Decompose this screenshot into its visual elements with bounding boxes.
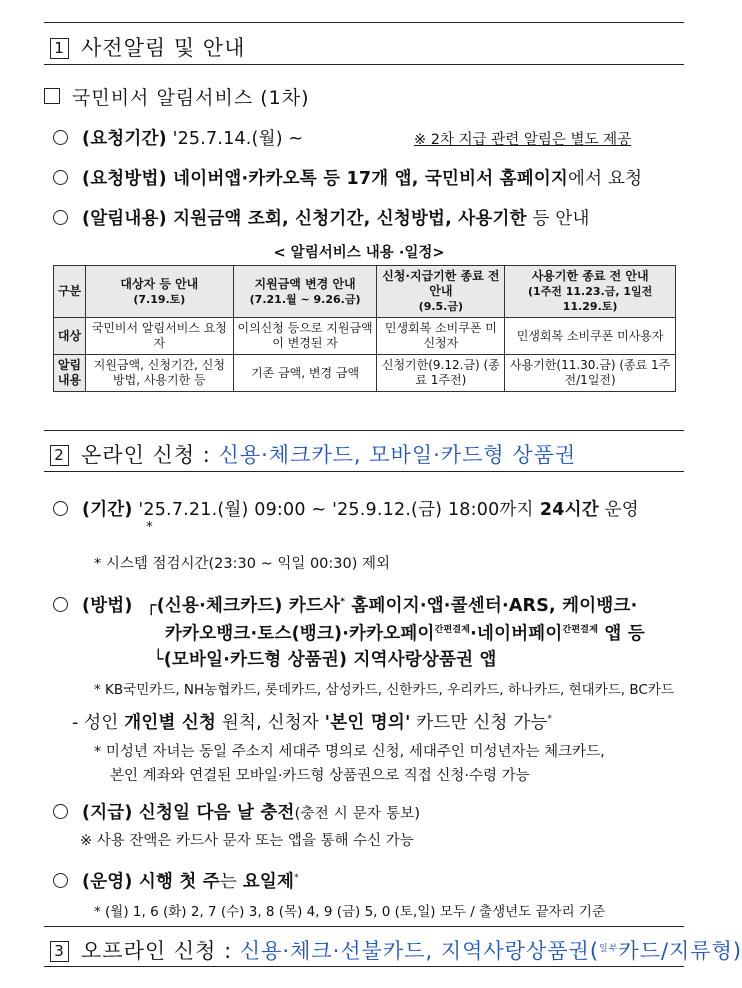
table-cell: 신청기한(9.12.금) (종료 1주전)	[377, 355, 505, 392]
method-line-1	[146, 592, 637, 617]
table-header-cell: 구분	[54, 266, 86, 318]
subsection-title-text: 국민비서 알림서비스 (1차)	[72, 87, 310, 109]
notice-schedule-table	[53, 265, 676, 392]
method-pay-apps: 카카오뱅크·토스(뱅크)·카카오페이	[165, 624, 435, 644]
method-naverpay: ·네이버페이	[470, 624, 563, 644]
bullet-text-bold: 신청일 다음 날 충전	[132, 803, 295, 823]
dash-text-bold: '본인 명의'	[324, 713, 411, 733]
dash-adult-principle	[72, 709, 552, 734]
section2-bottom-rule	[44, 471, 684, 472]
card-company-list: * KB국민카드, NH농협카드, 롯데카드, 삼성카드, 신한카드, 우리카드, 하나카드, 현대카드, BC카드	[94, 682, 674, 698]
table-cell: 사용기한(11.30.금) (종료 1주전/1일전)	[505, 355, 676, 392]
section3-bottom-rule	[44, 966, 684, 967]
bullet-operation	[53, 868, 299, 893]
maintenance-note: * 시스템 점검시간(23:30 ~ 익일 00:30) 제외	[94, 556, 391, 572]
square-bullet-icon	[44, 88, 60, 104]
bullet-text: 에서 요청	[568, 169, 643, 189]
method-apps-etc: 앱 등	[598, 624, 645, 644]
bullet-text-bold: 지원금액 조회, 신청기간, 신청방법, 사용기한	[166, 209, 527, 229]
section1-bottom-rule	[44, 64, 684, 65]
weekday-rule-note: * (월) 1, 6 (화) 2, 7 (수) 3, 8 (목) 4, 9 (금) 5, 0 (토,일) 모두 / 출생년도 끝자리 기준	[94, 904, 605, 920]
section3-title-highlight: 신용·체크·선불카드, 지역사랑상품권(	[239, 939, 600, 963]
table-row-head: 대상	[54, 318, 86, 355]
footnote-star: *	[547, 714, 553, 724]
section1-title	[50, 32, 245, 62]
circle-bullet-icon	[53, 170, 68, 185]
table-cell: 민생회복 소비쿠폰 미신청자	[377, 318, 505, 355]
section2-top-rule	[44, 430, 684, 431]
section2-title-highlight: 신용·체크카드, 모바일·카드형 상품권	[218, 443, 577, 467]
bullet-label: (알림내용)	[82, 209, 167, 229]
section3-title-highlight-2: 카드/지류형)	[618, 939, 742, 963]
section3-title-sup: 일부	[599, 944, 619, 954]
bullet-label: (요청방법)	[82, 169, 167, 189]
circle-bullet-icon	[53, 597, 68, 612]
bullet-text-bold: 요일제	[242, 872, 295, 892]
bullet-text-bold: 시행 첫 주	[132, 872, 220, 892]
subsection-title	[44, 83, 310, 110]
bullet-text-small: (충전 시 문자 통보)	[294, 806, 421, 822]
bullet-label: (기간)	[82, 500, 133, 520]
section3-top-rule	[44, 926, 684, 927]
section-number-box: 2	[50, 445, 69, 466]
circle-bullet-icon	[53, 501, 68, 516]
bullet-online-method	[53, 592, 133, 617]
table-cell: 이의신청 등으로 지원금액이 변경된 자	[233, 318, 377, 355]
table-header-cell: 지원금액 변경 안내 (7.21.월 ~ 9.26.금)	[233, 266, 377, 318]
bullet-label: (운영)	[82, 872, 133, 892]
method-sup: 간편결제	[562, 625, 599, 635]
bullet-text: '25.7.21.(월) 09:00 ~ '25.9.12.(금) 18:00까지	[132, 500, 534, 520]
bullet-text: 는	[219, 872, 243, 892]
section-number-box: 3	[50, 941, 69, 962]
bullet-payment	[53, 799, 420, 824]
table-row-head: 알림 내용	[54, 355, 86, 392]
bullet-label: (요청기간)	[82, 129, 167, 149]
footnote-star: *	[294, 873, 299, 883]
circle-bullet-icon	[53, 873, 68, 888]
bullet-text-bold: 네이버앱·카카오톡 등 17개 앱, 국민비서 홈페이지	[166, 169, 569, 189]
table-row	[54, 355, 676, 392]
footnote-star: *	[340, 597, 346, 607]
minor-note-line1: * 미성년 자녀는 동일 주소지 세대주 명의로 신청, 세대주인 미성년자는 체크카드,	[94, 744, 605, 760]
dash-text: 원칙, 신청자	[216, 713, 325, 733]
section-number-box: 1	[50, 38, 69, 59]
balance-note: ※ 사용 잔액은 카드사 문자 또는 앱을 통해 수신 가능	[80, 833, 414, 849]
minor-note-line2: 본인 계좌와 연결된 모바일·카드형 상품권으로 직접 신청·수령 가능	[110, 768, 530, 784]
dash-text: 카드만 신청 가능	[410, 713, 548, 733]
method-card-text: ┌(신용·체크카드) 카드사	[146, 596, 341, 616]
bullet-request-period	[53, 125, 303, 150]
section1-title-text: 사전알림 및 안내	[81, 36, 246, 60]
bullet-text: 등 안내	[526, 209, 590, 229]
table-cell: 국민비서 알림서비스 요청자	[85, 318, 233, 355]
table-cell: 기존 금액, 변경 금액	[233, 355, 377, 392]
footnote-star: *	[146, 519, 153, 535]
table-row	[54, 318, 676, 355]
method-line-2	[165, 620, 645, 645]
table-caption: < 알림서비스 내용 ·일정>	[273, 245, 445, 261]
bullet-text: 운영	[598, 500, 639, 520]
method-card-channels: 홈페이지·앱·콜센터·ARS, 케이뱅크·	[345, 596, 638, 616]
section3-title	[50, 935, 742, 965]
section2-title	[50, 439, 576, 469]
dash-text: - 성인	[72, 713, 125, 733]
bullet-notice-content	[53, 205, 590, 230]
method-sup: 간편결제	[434, 625, 471, 635]
section3-title-text: 오프라인 신청 :	[81, 939, 240, 963]
bullet-online-period	[53, 496, 639, 521]
circle-bullet-icon	[53, 804, 68, 819]
table-cell: 지원금액, 신청기간, 신청방법, 사용기한 등	[85, 355, 233, 392]
second-round-note: ※ 2차 지급 관련 알림은 별도 제공	[414, 132, 632, 148]
circle-bullet-icon	[53, 130, 68, 145]
section2-title-text: 온라인 신청 :	[81, 443, 219, 467]
table-cell: 민생회복 소비쿠폰 미사용자	[505, 318, 676, 355]
bullet-text-bold: 24시간	[533, 500, 599, 520]
bullet-label: (방법)	[82, 596, 133, 616]
table-header-cell: 사용기한 종료 전 안내 (1주전 11.23.금, 1일전 11.29.토)	[505, 266, 676, 318]
dash-text-bold: 개인별 신청	[124, 713, 217, 733]
bullet-request-method	[53, 165, 642, 190]
table-header-cell: 신청·지급기한 종료 전 안내 (9.5.금)	[377, 266, 505, 318]
bullet-value: '25.7.14.(월) ~	[166, 129, 304, 149]
circle-bullet-icon	[53, 210, 68, 225]
method-line-3: └(모바일·카드형 상품권) 지역사랑상품권 앱	[153, 650, 497, 670]
table-header-cell: 대상자 등 안내 (7.19.토)	[85, 266, 233, 318]
bullet-label: (지급)	[82, 803, 133, 823]
section1-top-rule	[44, 22, 684, 23]
